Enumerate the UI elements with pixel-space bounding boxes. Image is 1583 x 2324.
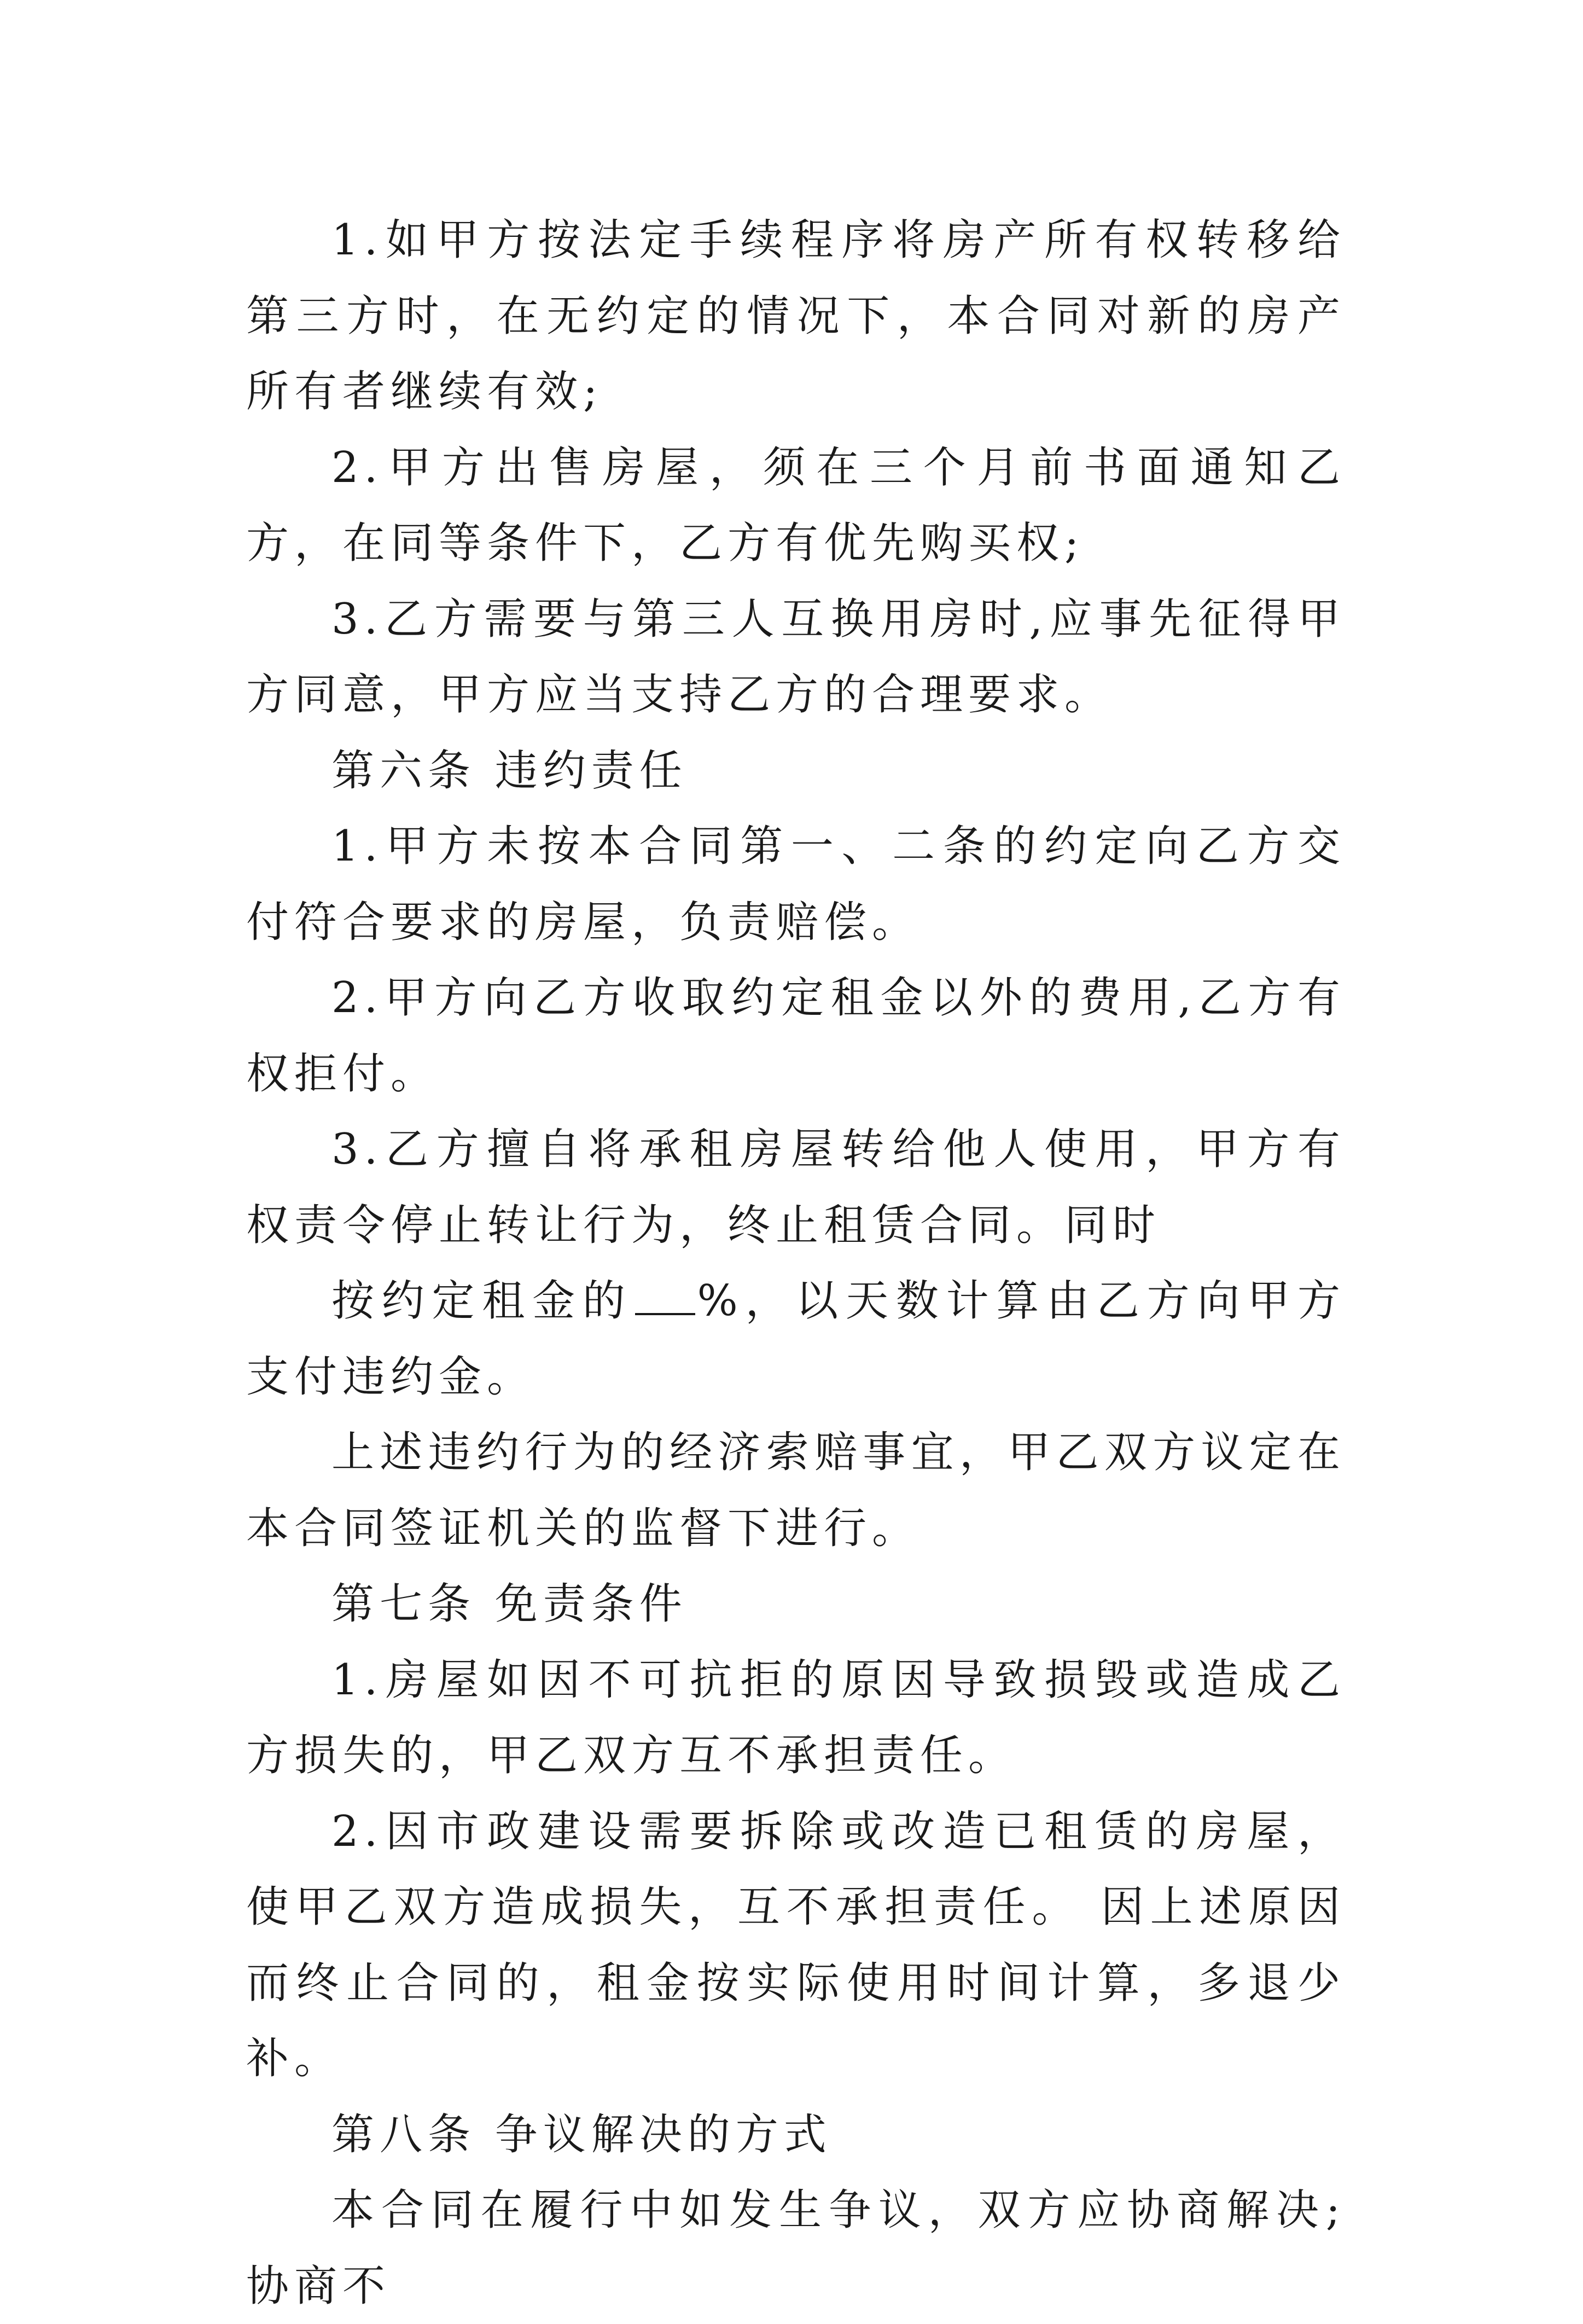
penalty-rate-blank bbox=[635, 1280, 695, 1315]
clause-sale-notice: 2.甲方出售房屋，须在三个月前书面通知乙方，在同等条件下，乙方有优先购买权; bbox=[246, 443, 1346, 568]
clause-force-majeure: 1.房屋如因不可抗拒的原因导致损毁或造成乙方损失的，甲乙双方互不承担责任。 bbox=[246, 1655, 1346, 1780]
section-heading-article-8: 第八条 争议解决的方式 bbox=[331, 2110, 832, 2159]
penalty-text-before: 按约定租金的 bbox=[331, 1276, 633, 1326]
clause-dispute-resolution: 本合同在履行中如发生争议，双方应协商解决;协商不 bbox=[246, 2186, 1346, 2311]
clause-transfer-ownership: 1.如甲方按法定手续程序将房产所有权转移给第三方时，在无约定的情况下，本合同对新的房产所有者继续有效; bbox=[246, 216, 1346, 416]
clause-extra-fees: 2.甲方向乙方收取约定租金以外的费用,乙方有权拒付。 bbox=[246, 973, 1346, 1099]
clause-unauthorized-sublet: 3.乙方擅自将承租房屋转给他人使用，甲方有权责令停止转让行为，终止租赁合同。同时 bbox=[246, 1125, 1346, 1250]
penalty-text-after: %，以天数计算由乙方向甲方支付违约金。 bbox=[246, 1276, 1346, 1402]
document-body bbox=[246, 202, 1346, 2324]
clause-penalty-rate bbox=[246, 1263, 1346, 1415]
clause-exchange-housing: 3.乙方需要与第三人互换用房时,应事先征得甲方同意，甲方应当支持乙方的合理要求。 bbox=[246, 594, 1346, 719]
section-heading-article-6: 第六条 违约责任 bbox=[331, 746, 688, 795]
clause-municipal-demolition: 2.因市政建设需要拆除或改造已租赁的房屋，使甲乙双方造成损失，互不承担责任。 因上述原因而终止合同的，租金按实际使用时间计算，多退少补。 bbox=[246, 1806, 1346, 2083]
clause-claims-supervision: 上述违约行为的经济索赔事宜，甲乙双方议定在本合同签证机关的监督下进行。 bbox=[246, 1428, 1346, 1553]
section-heading-article-7: 第七条 免责条件 bbox=[331, 1579, 688, 1629]
clause-landlord-compensation: 1.甲方未按本合同第一、二条的约定向乙方交付符合要求的房屋，负责赔偿。 bbox=[246, 822, 1346, 947]
